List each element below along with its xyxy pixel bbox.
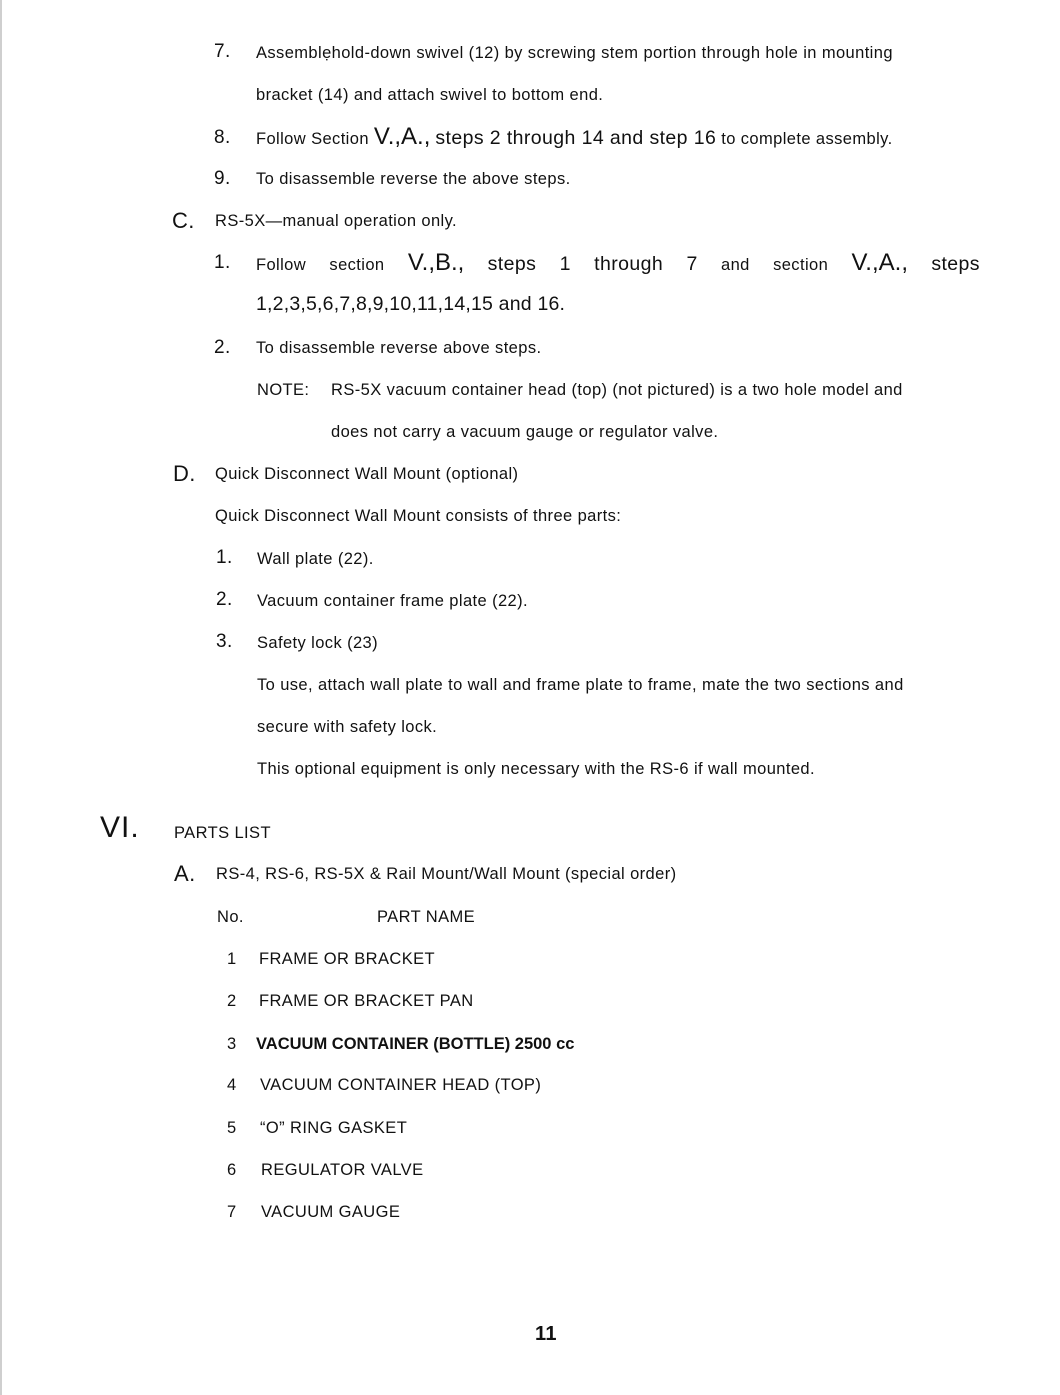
- c1-word-follow: Follow: [256, 256, 307, 274]
- step-8-pre: Follow Section: [256, 130, 369, 148]
- section-d-use-line2: secure with safety lock.: [257, 718, 438, 736]
- note-line1: RS-5X vacuum container head (top) (not pictured) is a two hole model and: [331, 381, 903, 399]
- section-d-optional-note: This optional equipment is only necessary with the RS-6 if wall mounted.: [257, 760, 815, 778]
- section-d-item-1-text: Wall plate (22).: [257, 550, 374, 568]
- section-c-step-2-number: 2.: [214, 337, 231, 358]
- c1-ref-vb: V.,B.,: [407, 249, 465, 276]
- section-vi-title: PARTS LIST: [174, 824, 271, 842]
- part-3-name: VACUUM CONTAINER (BOTTLE) 2500 cc: [256, 1035, 575, 1053]
- section-c-title: RS-5X—manual operation only.: [215, 212, 458, 230]
- step-7-text-line1: Assemblẹhold-down swivel (12) by screwing stem portion through hole in mounting: [256, 44, 893, 62]
- section-c-step-1-line2: 1,2,3,5,6,7,8,9,10,11,14,15 and 16.: [256, 293, 566, 315]
- section-d-item-1-number: 1.: [216, 547, 233, 568]
- step-7-text-line2: bracket (14) and attach swivel to bottom end.: [256, 86, 604, 104]
- note-label: NOTE:: [257, 381, 310, 399]
- c1-word-and: and: [721, 256, 750, 274]
- part-6-name: REGULATOR VALVE: [261, 1161, 424, 1179]
- parts-col-no: No.: [217, 908, 244, 926]
- section-d-item-2-number: 2.: [216, 589, 233, 610]
- c1-ref-va: V.,A.,: [851, 249, 908, 276]
- parts-col-name: PART NAME: [377, 908, 476, 926]
- section-c-letter: C.: [172, 208, 195, 233]
- part-6-no: 6: [227, 1161, 237, 1179]
- part-7-name: VACUUM GAUGE: [261, 1203, 401, 1221]
- c1-word-7: 7: [686, 253, 698, 275]
- page-number: 11: [535, 1323, 557, 1345]
- section-d-use-line1: To use, attach wall plate to wall and frame plate to frame, mate the two sections and: [257, 676, 904, 694]
- step-8-steps: steps 2 through 14 and step 16: [435, 127, 717, 149]
- section-d-item-3-text: Safety lock (23): [257, 634, 379, 652]
- section-d-item-3-number: 3.: [216, 631, 233, 652]
- part-2-name: FRAME OR BRACKET PAN: [259, 992, 474, 1010]
- part-1-name: FRAME OR BRACKET: [259, 950, 436, 968]
- section-d-intro: Quick Disconnect Wall Mount consists of three parts:: [215, 507, 622, 525]
- section-c-step-1-line1: [256, 243, 980, 285]
- c1-word-steps: steps: [487, 253, 537, 275]
- section-d-item-2-text: Vacuum container frame plate (22).: [257, 592, 529, 610]
- part-5-no: 5: [227, 1119, 237, 1137]
- note-line2: does not carry a vacuum gauge or regulator valve.: [331, 423, 719, 441]
- part-3-no: 3: [227, 1035, 237, 1053]
- section-c-step-1-number: 1.: [214, 252, 231, 273]
- c1-word-1: 1: [559, 253, 571, 275]
- section-d-letter: D.: [173, 461, 196, 486]
- step-7-number: 7.: [214, 41, 231, 62]
- c1-word-through: through: [594, 253, 664, 275]
- step-8-post: to complete assembly.: [721, 130, 893, 148]
- page-left-edge: [0, 0, 2, 1395]
- section-vi-a-letter: A.: [174, 861, 196, 886]
- part-2-no: 2: [227, 992, 237, 1010]
- section-vi-numeral: VI.: [100, 811, 140, 844]
- part-7-no: 7: [227, 1203, 237, 1221]
- section-vi-a-title: RS-4, RS-6, RS-5X & Rail Mount/Wall Mount (special order): [216, 865, 677, 883]
- c1-word-section: section: [329, 256, 385, 274]
- section-d-title: Quick Disconnect Wall Mount (optional): [215, 465, 519, 483]
- part-4-no: 4: [227, 1076, 237, 1094]
- section-c-step-2-text: To disassemble reverse above steps.: [256, 339, 542, 357]
- part-5-name: “O” RING GASKET: [260, 1119, 408, 1137]
- step-8-text: [256, 117, 893, 159]
- step-8-section-ref: V.,A.,: [373, 123, 431, 150]
- c1-word-section2: section: [773, 256, 829, 274]
- c1-word-steps2: steps: [931, 253, 980, 275]
- part-4-name: VACUUM CONTAINER HEAD (TOP): [260, 1076, 542, 1094]
- step-9-text: To disassemble reverse the above steps.: [256, 170, 571, 188]
- part-1-no: 1: [227, 950, 237, 968]
- step-8-number: 8.: [214, 127, 231, 148]
- step-9-number: 9.: [214, 168, 231, 189]
